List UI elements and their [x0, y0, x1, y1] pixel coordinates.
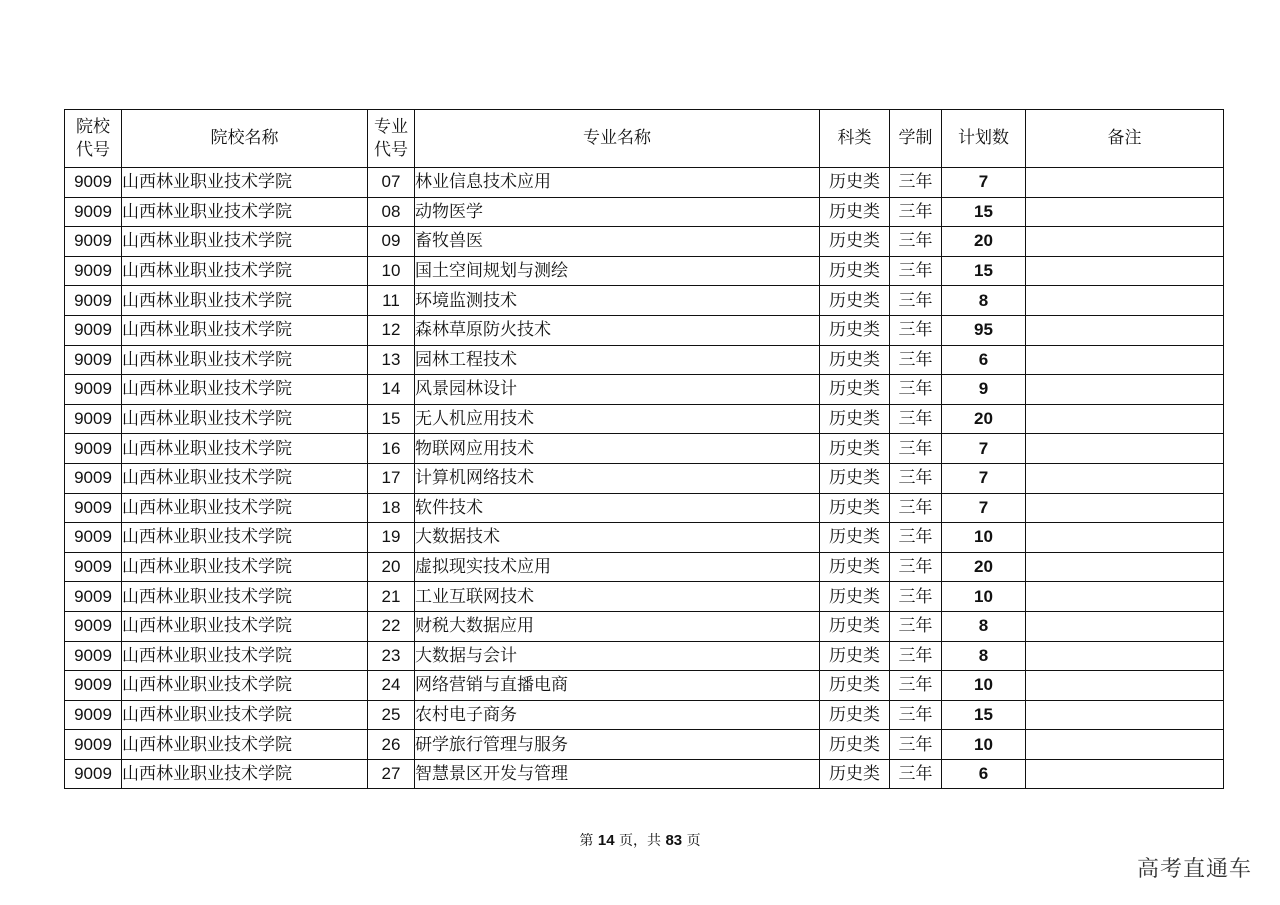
cell-school-name: 山西林业职业技术学院 — [122, 641, 368, 671]
table-row — [65, 404, 1224, 434]
cell-category: 历史类 — [820, 552, 890, 582]
table-row — [65, 493, 1224, 523]
cell-school-code: 9009 — [65, 197, 122, 227]
cell-remarks — [1026, 759, 1224, 789]
table-row — [65, 286, 1224, 316]
cell-major-name: 园林工程技术 — [415, 345, 820, 375]
cell-major-code: 11 — [368, 286, 415, 316]
cell-category: 历史类 — [820, 611, 890, 641]
cell-category: 历史类 — [820, 315, 890, 345]
cell-school-code: 9009 — [65, 434, 122, 464]
cell-plan-count: 7 — [942, 463, 1026, 493]
cell-school-name: 山西林业职业技术学院 — [122, 315, 368, 345]
cell-category: 历史类 — [820, 493, 890, 523]
cell-major-code: 15 — [368, 404, 415, 434]
cell-school-code: 9009 — [65, 404, 122, 434]
cell-major-code: 14 — [368, 375, 415, 405]
cell-school-name: 山西林业职业技术学院 — [122, 197, 368, 227]
table-body — [65, 168, 1224, 789]
cell-school-name: 山西林业职业技术学院 — [122, 286, 368, 316]
table-row — [65, 197, 1224, 227]
cell-remarks — [1026, 404, 1224, 434]
cell-school-code: 9009 — [65, 463, 122, 493]
header-category: 科类 — [820, 110, 890, 168]
header-school-name: 院校名称 — [122, 110, 368, 168]
cell-duration: 三年 — [890, 315, 942, 345]
cell-school-code: 9009 — [65, 286, 122, 316]
header-duration: 学制 — [890, 110, 942, 168]
cell-school-code: 9009 — [65, 582, 122, 612]
cell-school-name: 山西林业职业技术学院 — [122, 168, 368, 198]
cell-school-code: 9009 — [65, 315, 122, 345]
cell-duration: 三年 — [890, 404, 942, 434]
table-header-row — [65, 110, 1224, 168]
cell-duration: 三年 — [890, 582, 942, 612]
cell-remarks — [1026, 582, 1224, 612]
cell-major-name: 动物医学 — [415, 197, 820, 227]
cell-major-code: 08 — [368, 197, 415, 227]
cell-duration: 三年 — [890, 434, 942, 464]
cell-major-code: 12 — [368, 315, 415, 345]
cell-category: 历史类 — [820, 463, 890, 493]
cell-major-code: 18 — [368, 493, 415, 523]
cell-school-code: 9009 — [65, 375, 122, 405]
cell-plan-count: 10 — [942, 730, 1026, 760]
cell-major-code: 26 — [368, 730, 415, 760]
cell-plan-count: 7 — [942, 168, 1026, 198]
cell-duration: 三年 — [890, 375, 942, 405]
cell-duration: 三年 — [890, 197, 942, 227]
cell-major-code: 27 — [368, 759, 415, 789]
cell-remarks — [1026, 552, 1224, 582]
cell-duration: 三年 — [890, 730, 942, 760]
cell-remarks — [1026, 345, 1224, 375]
cell-category: 历史类 — [820, 434, 890, 464]
cell-major-name: 软件技术 — [415, 493, 820, 523]
cell-major-name: 财税大数据应用 — [415, 611, 820, 641]
cell-plan-count: 10 — [942, 523, 1026, 553]
table-row — [65, 641, 1224, 671]
cell-school-name: 山西林业职业技术学院 — [122, 611, 368, 641]
enrollment-plan-table — [64, 109, 1224, 789]
cell-school-name: 山西林业职业技术学院 — [122, 227, 368, 257]
cell-school-name: 山西林业职业技术学院 — [122, 582, 368, 612]
cell-plan-count: 15 — [942, 700, 1026, 730]
cell-plan-count: 95 — [942, 315, 1026, 345]
cell-category: 历史类 — [820, 671, 890, 701]
cell-plan-count: 7 — [942, 434, 1026, 464]
cell-category: 历史类 — [820, 197, 890, 227]
cell-duration: 三年 — [890, 552, 942, 582]
cell-major-code: 09 — [368, 227, 415, 257]
cell-plan-count: 8 — [942, 611, 1026, 641]
cell-school-name: 山西林业职业技术学院 — [122, 700, 368, 730]
cell-major-name: 计算机网络技术 — [415, 463, 820, 493]
cell-school-name: 山西林业职业技术学院 — [122, 345, 368, 375]
cell-school-code: 9009 — [65, 641, 122, 671]
cell-major-code: 13 — [368, 345, 415, 375]
header-remarks: 备注 — [1026, 110, 1224, 168]
cell-school-code: 9009 — [65, 493, 122, 523]
cell-school-name: 山西林业职业技术学院 — [122, 552, 368, 582]
cell-category: 历史类 — [820, 582, 890, 612]
cell-remarks — [1026, 463, 1224, 493]
table-row — [65, 434, 1224, 464]
table-row — [65, 611, 1224, 641]
cell-duration: 三年 — [890, 671, 942, 701]
cell-category: 历史类 — [820, 168, 890, 198]
table-row — [65, 227, 1224, 257]
cell-major-name: 工业互联网技术 — [415, 582, 820, 612]
cell-major-name: 智慧景区开发与管理 — [415, 759, 820, 789]
cell-major-name: 研学旅行管理与服务 — [415, 730, 820, 760]
cell-remarks — [1026, 730, 1224, 760]
cell-duration: 三年 — [890, 611, 942, 641]
cell-school-name: 山西林业职业技术学院 — [122, 759, 368, 789]
cell-major-code: 07 — [368, 168, 415, 198]
cell-plan-count: 20 — [942, 552, 1026, 582]
cell-remarks — [1026, 700, 1224, 730]
cell-school-code: 9009 — [65, 227, 122, 257]
cell-duration: 三年 — [890, 256, 942, 286]
cell-school-name: 山西林业职业技术学院 — [122, 523, 368, 553]
cell-plan-count: 6 — [942, 345, 1026, 375]
table-row — [65, 523, 1224, 553]
footer-middle: 页，共 — [619, 833, 661, 849]
total-pages-number: 83 — [665, 832, 683, 849]
cell-category: 历史类 — [820, 227, 890, 257]
cell-major-code: 22 — [368, 611, 415, 641]
cell-major-name: 国土空间规划与测绘 — [415, 256, 820, 286]
cell-school-code: 9009 — [65, 700, 122, 730]
cell-remarks — [1026, 197, 1224, 227]
cell-duration: 三年 — [890, 345, 942, 375]
cell-remarks — [1026, 611, 1224, 641]
table-row — [65, 700, 1224, 730]
cell-duration: 三年 — [890, 700, 942, 730]
table-row — [65, 345, 1224, 375]
cell-category: 历史类 — [820, 700, 890, 730]
cell-duration: 三年 — [890, 523, 942, 553]
cell-school-name: 山西林业职业技术学院 — [122, 730, 368, 760]
cell-school-code: 9009 — [65, 552, 122, 582]
cell-school-code: 9009 — [65, 168, 122, 198]
table-row — [65, 375, 1224, 405]
watermark: 高考直通车 — [1136, 857, 1252, 882]
table-row — [65, 582, 1224, 612]
cell-duration: 三年 — [890, 759, 942, 789]
cell-category: 历史类 — [820, 730, 890, 760]
page-footer — [0, 830, 1280, 850]
cell-plan-count: 15 — [942, 256, 1026, 286]
cell-major-name: 大数据与会计 — [415, 641, 820, 671]
cell-school-name: 山西林业职业技术学院 — [122, 493, 368, 523]
cell-plan-count: 10 — [942, 671, 1026, 701]
cell-category: 历史类 — [820, 523, 890, 553]
cell-major-code: 10 — [368, 256, 415, 286]
cell-major-code: 25 — [368, 700, 415, 730]
cell-plan-count: 8 — [942, 641, 1026, 671]
cell-major-name: 林业信息技术应用 — [415, 168, 820, 198]
cell-category: 历史类 — [820, 404, 890, 434]
cell-major-name: 无人机应用技术 — [415, 404, 820, 434]
cell-remarks — [1026, 493, 1224, 523]
cell-major-code: 23 — [368, 641, 415, 671]
cell-school-name: 山西林业职业技术学院 — [122, 434, 368, 464]
table-row — [65, 552, 1224, 582]
header-major-code: 专业 代号 — [368, 110, 415, 168]
cell-major-name: 虚拟现实技术应用 — [415, 552, 820, 582]
cell-major-name: 网络营销与直播电商 — [415, 671, 820, 701]
cell-major-code: 21 — [368, 582, 415, 612]
table-row — [65, 168, 1224, 198]
cell-school-name: 山西林业职业技术学院 — [122, 404, 368, 434]
cell-school-code: 9009 — [65, 345, 122, 375]
cell-major-name: 农村电子商务 — [415, 700, 820, 730]
cell-major-name: 畜牧兽医 — [415, 227, 820, 257]
cell-school-code: 9009 — [65, 671, 122, 701]
cell-plan-count: 6 — [942, 759, 1026, 789]
cell-school-name: 山西林业职业技术学院 — [122, 463, 368, 493]
cell-school-code: 9009 — [65, 730, 122, 760]
cell-school-code: 9009 — [65, 256, 122, 286]
cell-school-code: 9009 — [65, 611, 122, 641]
header-plan-count: 计划数 — [942, 110, 1026, 168]
cell-category: 历史类 — [820, 256, 890, 286]
cell-duration: 三年 — [890, 227, 942, 257]
table-row — [65, 463, 1224, 493]
cell-duration: 三年 — [890, 286, 942, 316]
cell-duration: 三年 — [890, 493, 942, 523]
cell-remarks — [1026, 286, 1224, 316]
cell-category: 历史类 — [820, 375, 890, 405]
cell-major-code: 20 — [368, 552, 415, 582]
cell-plan-count: 7 — [942, 493, 1026, 523]
cell-remarks — [1026, 375, 1224, 405]
cell-remarks — [1026, 315, 1224, 345]
cell-remarks — [1026, 227, 1224, 257]
cell-remarks — [1026, 168, 1224, 198]
cell-school-name: 山西林业职业技术学院 — [122, 256, 368, 286]
cell-school-name: 山西林业职业技术学院 — [122, 375, 368, 405]
cell-major-code: 19 — [368, 523, 415, 553]
cell-plan-count: 9 — [942, 375, 1026, 405]
cell-school-name: 山西林业职业技术学院 — [122, 671, 368, 701]
cell-plan-count: 10 — [942, 582, 1026, 612]
cell-major-code: 17 — [368, 463, 415, 493]
table-row — [65, 730, 1224, 760]
cell-category: 历史类 — [820, 345, 890, 375]
cell-category: 历史类 — [820, 641, 890, 671]
cell-remarks — [1026, 434, 1224, 464]
table-row — [65, 759, 1224, 789]
cell-duration: 三年 — [890, 641, 942, 671]
cell-plan-count: 8 — [942, 286, 1026, 316]
cell-major-code: 24 — [368, 671, 415, 701]
cell-category: 历史类 — [820, 286, 890, 316]
cell-duration: 三年 — [890, 463, 942, 493]
header-school-code: 院校 代号 — [65, 110, 122, 168]
cell-plan-count: 20 — [942, 227, 1026, 257]
cell-major-code: 16 — [368, 434, 415, 464]
cell-duration: 三年 — [890, 168, 942, 198]
cell-remarks — [1026, 671, 1224, 701]
cell-major-name: 大数据技术 — [415, 523, 820, 553]
cell-school-code: 9009 — [65, 759, 122, 789]
cell-category: 历史类 — [820, 759, 890, 789]
header-major-name: 专业名称 — [415, 110, 820, 168]
cell-major-name: 风景园林设计 — [415, 375, 820, 405]
footer-prefix: 第 — [579, 833, 594, 849]
cell-remarks — [1026, 641, 1224, 671]
cell-major-name: 森林草原防火技术 — [415, 315, 820, 345]
cell-major-name: 环境监测技术 — [415, 286, 820, 316]
current-page-number: 14 — [597, 832, 615, 849]
cell-school-code: 9009 — [65, 523, 122, 553]
cell-major-name: 物联网应用技术 — [415, 434, 820, 464]
cell-remarks — [1026, 256, 1224, 286]
cell-remarks — [1026, 523, 1224, 553]
cell-plan-count: 15 — [942, 197, 1026, 227]
table-row — [65, 256, 1224, 286]
table-row — [65, 315, 1224, 345]
cell-plan-count: 20 — [942, 404, 1026, 434]
footer-suffix: 页 — [686, 833, 701, 849]
table-row — [65, 671, 1224, 701]
